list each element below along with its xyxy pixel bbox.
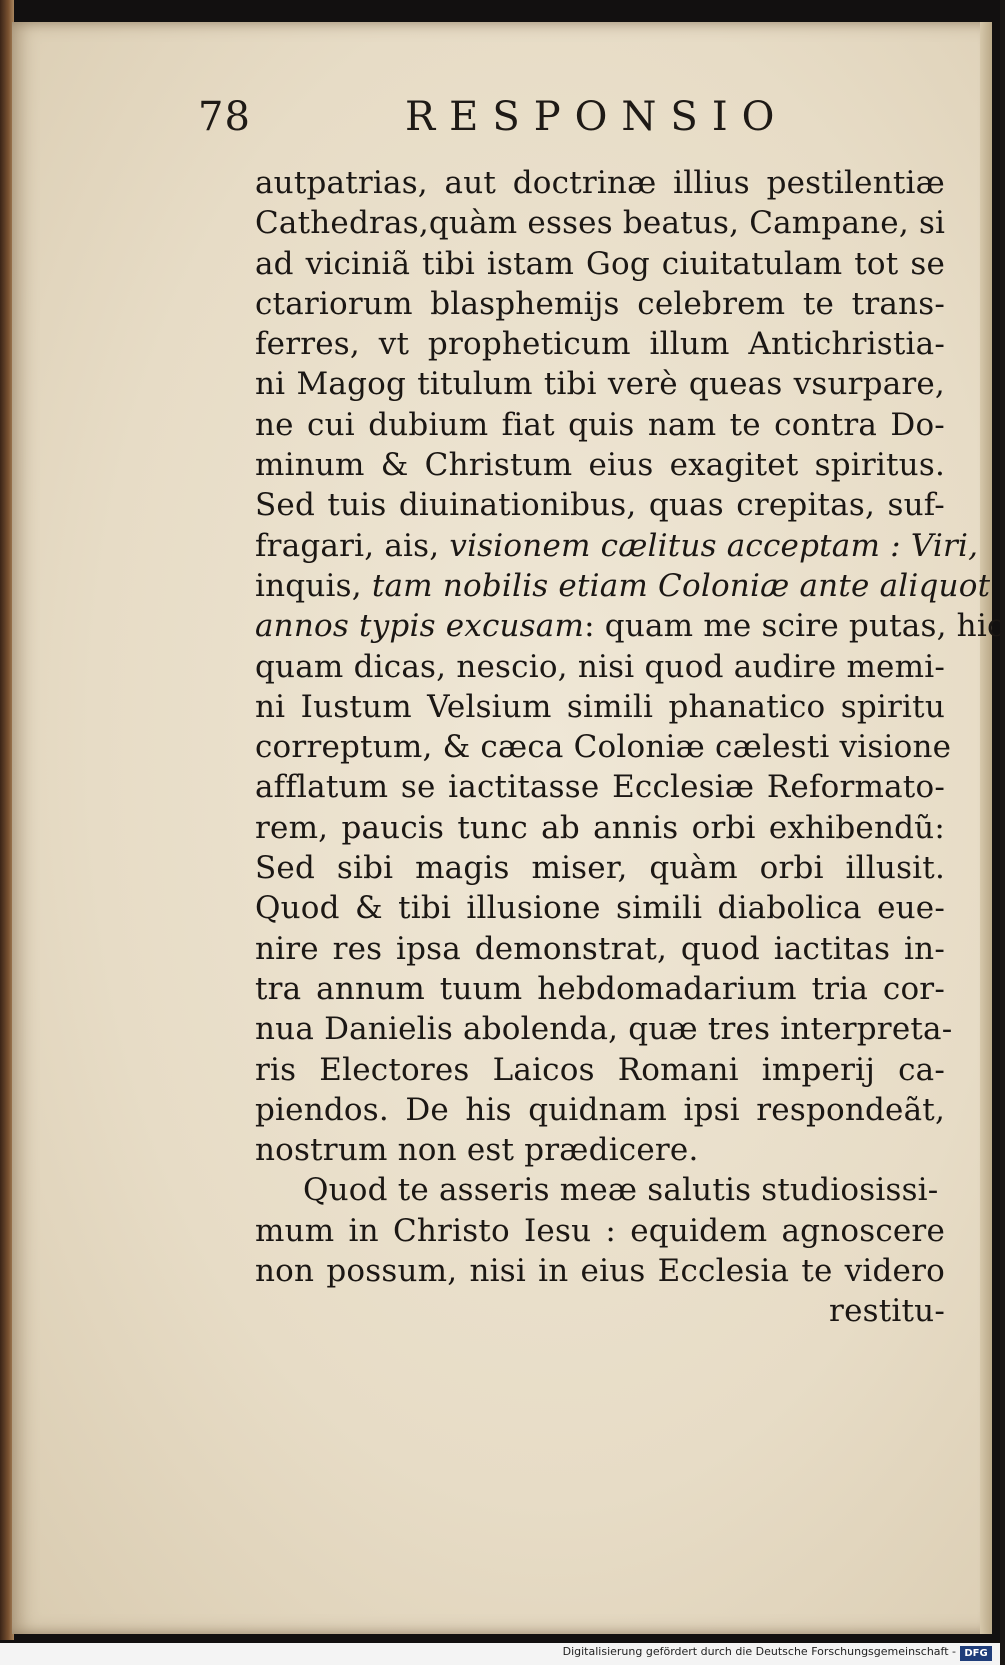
italic-quote: annos typis excusam <box>255 608 585 645</box>
text-line <box>255 1090 945 1130</box>
page-edge <box>980 22 992 1634</box>
text-line <box>255 1050 945 1090</box>
text-line <box>255 163 945 203</box>
text-segment: Sed sibi magis miser, quàm orbi illusit. <box>255 850 945 887</box>
text-line <box>255 1130 945 1170</box>
italic-quote: tam nobilis etiam Coloniæ ante aliquot <box>371 567 991 604</box>
funding-credit: Digitalisierung gefördert durch die Deutsche Forschungsgemeinschaft - <box>562 1645 956 1658</box>
text-line <box>255 767 945 807</box>
text-segment: ni Iustum Velsium simili phanatico spiritu <box>255 688 945 725</box>
text-line <box>255 1009 953 1049</box>
text-line <box>255 284 945 324</box>
text-segment: Quod & tibi illusione simili diabolica eue- <box>255 890 945 927</box>
text-segment: restitu- <box>829 1293 945 1330</box>
text-segment: ne cui dubium fiat quis nam te contra Do- <box>255 406 945 443</box>
text-line <box>255 1170 945 1210</box>
text-segment: ad viciniã tibi istam Gog ciuitatulam tot se <box>255 245 945 282</box>
text-line <box>255 244 945 284</box>
text-segment: autpatrias, aut doctrinæ illius pestilentiæ <box>255 165 945 201</box>
text-line <box>255 888 945 928</box>
text-line <box>255 929 945 969</box>
text-segment: Sed tuis diuinationibus, quas crepitas, suf- <box>255 487 945 524</box>
running-head: RESPONSIO <box>405 94 789 140</box>
text-line <box>255 687 945 727</box>
text-segment: non possum, nisi in eius Ecclesia te videro <box>255 1253 945 1290</box>
text-segment: ctariorum blasphemijs celebrem te trans- <box>255 285 945 322</box>
text-segment: ferres, vt propheticum illum Antichristia- <box>255 326 945 363</box>
text-line <box>255 364 945 404</box>
text-line <box>255 526 979 566</box>
text-line <box>255 405 945 445</box>
text-line <box>255 485 945 525</box>
text-line <box>255 1211 945 1251</box>
text-segment: tra annum tuum hebdomadarium tria cor- <box>255 970 945 1007</box>
text-segment: minum & Christum eius exagitet spiritus. <box>255 447 945 484</box>
text-line <box>255 808 945 848</box>
text-segment: afflatum se iactitasse Ecclesiæ Reformato- <box>255 769 945 806</box>
text-segment: nua Danielis abolenda, quæ tres interpreta- <box>255 1011 953 1048</box>
text-segment: inquis, <box>255 567 372 604</box>
text-line <box>255 203 945 243</box>
text-segment: fragari, ais, <box>255 527 450 564</box>
page-header <box>0 88 1000 148</box>
catchword <box>255 1291 945 1331</box>
page-number: 78 <box>198 94 251 140</box>
text-segment: ris Electores Laicos Romani imperij ca- <box>255 1051 945 1088</box>
text-line <box>255 969 945 1009</box>
text-line <box>255 445 945 485</box>
text-segment: Quod te asseris meæ salutis studiosissi- <box>303 1172 939 1209</box>
text-segment: correptum, & cæca Coloniæ cælesti visione <box>255 729 952 766</box>
text-segment: piendos. De his quidnam ipsi respondeãt, <box>255 1091 945 1128</box>
text-segment: ni Magog titulum tibi verè queas vsurpare, <box>255 366 945 403</box>
text-line <box>255 606 1005 646</box>
text-segment: mum in Christo Iesu : equidem agnoscere <box>255 1212 945 1249</box>
text-line <box>255 324 945 364</box>
text-line <box>255 727 952 767</box>
body-text <box>255 163 1005 1332</box>
text-segment: nostrum non est prædicere. <box>255 1132 699 1169</box>
text-line <box>255 1251 945 1291</box>
italic-quote: visionem cælitus acceptam : Viri, <box>449 527 979 564</box>
text-segment: nire res ipsa demonstrat, quod iactitas in- <box>255 930 945 967</box>
text-segment: Cathedras,quàm esses beatus, Campane, si <box>255 205 946 242</box>
text-line <box>255 848 945 888</box>
text-line <box>255 647 945 687</box>
text-line <box>255 566 991 606</box>
text-segment: quam dicas, nescio, nisi quod audire memi- <box>255 648 945 685</box>
text-segment: : quam me scire putas, hic <box>584 608 1005 645</box>
footer-bar <box>0 1643 1000 1665</box>
dfg-logo: DFG <box>960 1646 992 1661</box>
text-segment: rem, paucis tunc ab annis orbi exhibendũ: <box>255 809 945 846</box>
